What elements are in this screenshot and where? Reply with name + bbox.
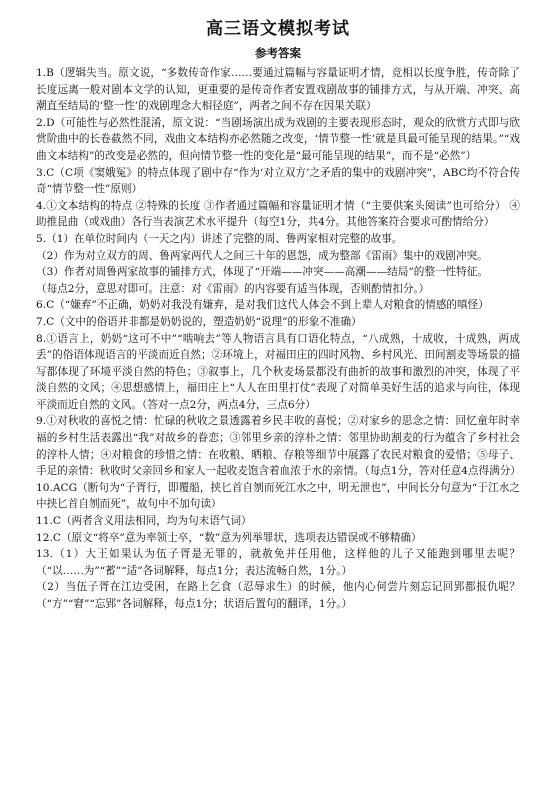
answer-paragraph: 10.ACG（断句为“子胥行，即覆船，挟匕首自刎而死江水之中，明无泄也”，中间长分句意为“于江水之中挟匕首自刎而死”，故句中不加句读） xyxy=(36,481,520,511)
answer-paragraph: （2）作为对立双方的周、鲁两家两代人之间三十年的恩怨，成为整部《雷雨》集中的戏剧冲突。 xyxy=(36,249,488,262)
answer-paragraph: 12.C（原文“将卒”意为率领士卒，“数”意为列举罪状，选项表达错误或不够精确） xyxy=(36,531,422,544)
answer-list xyxy=(36,65,520,613)
answer-paragraph: 1.B（逻辑失当。原文说，“多数传奇作家……要通过篇幅与容量证明才情，竞相以长度争胜，传奇除了长度远离一般对剧本文学的认知，更重要的是传奇作者安置戏剧故事的铺排方式，与从开端、冲突、高潮直至结局的‘整一性’的戏剧理念大相径庭”，两者之间不存在因果关联） xyxy=(36,67,520,113)
answer-paragraph: 6.C（“嫌弃”不正确，奶奶对我没有嫌弃，是对我们这代人体会不到上辈人对粮食的情感的嗔怪） xyxy=(36,299,489,312)
answer-paragraph: （3）作者对周鲁两家故事的铺排方式，体现了“开端——冲突——高潮——结局”的整一性特征。 xyxy=(36,266,488,279)
answer-paragraph: 2.D（可能性与必然性混淆，原文说：“当剧场演出成为戏剧的主要表现形态时，观众的欣赏方式即与欣赏阶曲中的长卷截然不同，戏曲文本结构亦必然随之改变，‘情节整一性’就是具最可能呈现的结果。”“戏曲文本结构”的改变是必然的，但向情节整一性的变化是“最可能呈现的结果”，而不是“必然”） xyxy=(36,116,520,162)
answer-paragraph: 4.①文本结构的特点 ②特殊的长度 ③作者通过篇幅和容量证明才情（“主要供案头阅读”也可给分） ④助推昆曲（或戏曲）各行当表演艺术水平提升（每空1分，共4分。其他答案符合要求可酌情给分） xyxy=(36,199,520,229)
answer-paragraph: （2）当伍子胥在江边受困，在路上乞食（忍辱求生）的时候，他内心何尝片刻忘记回郢都报仇呢？（“方”“窘”“忘郢”各词解释，每点1分；状语后置句的翻译，1分。） xyxy=(36,581,520,610)
answer-paragraph: 3.C（C项《窦娥冤》的特点体现了剧中存“作为‘对立双方’之矛盾的集中的戏剧冲突”，ABC均不符合传奇“情节整一性”原则） xyxy=(36,166,520,196)
answer-paragraph: 9.①对秋收的喜悦之情：忙碌的秋收之景透露着乡民丰收的喜悦；②对家乡的思念之情：回忆童年时幸福的乡村生活表露出“我”对故乡的眷恋；③邻里乡亲的淳朴之情：邻里协助割麦的行为蕴含了乡村社会的淳朴人情；④对粮食的珍惜之情：在收粮、晒粮、存粮等细节中展露了农民对粮食的爱惜；⑤母子、手足的亲情：秋收时父亲回乡和家人一起收麦饱含着血浓于水的亲情。（每点1分，答对任意4点得满分） xyxy=(36,415,521,478)
answer-paragraph: 7.C（文中的俗语并非都是奶奶说的，塑造奶奶“说理”的形象不准确） xyxy=(36,315,362,328)
answer-paragraph: 13.（1）大王如果认为伍子胥是无罪的，就赦免并任用他，这样他的儿子又能跑到哪里去呢？（“以……为”“蓄”“适”各词解释，每点1分；表达流畅自然，1分。） xyxy=(36,548,520,577)
answer-paragraph: 11.C（两者含义用法相同，均为句末语气词） xyxy=(36,515,252,528)
page-subtitle: 参考答案 xyxy=(255,46,301,60)
answer-paragraph: 8.①语言上，奶奶“这可不中”“啮响去”等人物语言具有口语化特点，“八成熟，十成收，十成熟，两成丢”的俗语体现语言的平淡而近自然；②环境上，对福田庄的四时风物、乡村风光、田间割麦等场景的描写都体现了环境平淡自然的特色；③叙事上，几个秋麦场景都没有曲折的故事和激烈的冲突，体现了平淡自然的文风；④思想感情上，福田庄上“人人在田里打仗”表现了对简单美好生活的追求与向往，体现平淡而近自然的文风。（答对一点2分，两点4分，三点6分） xyxy=(36,332,520,411)
answer-paragraph: （每点2分，意思对即可。注意：对《雷雨》的内容要有适当体现，否则酌情扣分。） xyxy=(36,282,430,295)
answer-paragraph: 5.（1）在单位时间内（一天之内）讲述了完整的周、鲁两家相对完整的故事。 xyxy=(36,232,403,245)
page-title: 高三语文模拟考试 xyxy=(206,19,350,39)
